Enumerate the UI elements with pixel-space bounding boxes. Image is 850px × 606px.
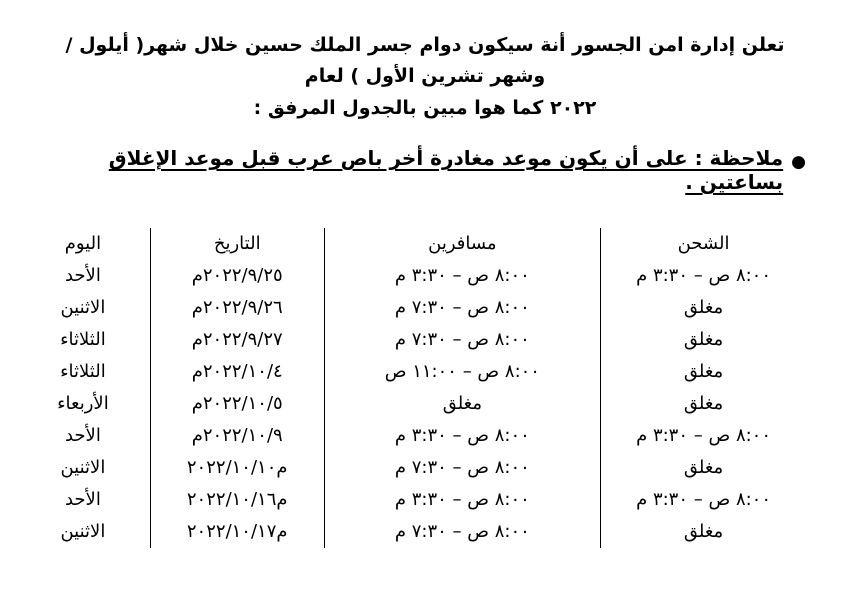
cell-date: ٢٠٢٢/٩/٢٥م xyxy=(150,260,324,292)
cell-day: الاثنين xyxy=(60,457,106,479)
table-row xyxy=(16,324,806,356)
cell-date: م٢٠٢٢/١٠/١٧ xyxy=(150,516,324,548)
intro-line-1: تعلن إدارة امن الجسور أنة سيكون دوام جسر الملك حسين خلال شهر( أيلول / وشهر تشرين الأول ) لعام xyxy=(65,34,785,88)
cell-date: ٢٠٢٢/١٠/٩م xyxy=(150,420,324,452)
cell-cargo: مغلق xyxy=(601,388,806,420)
cell-date: ٢٠٢٢/٩/٢٧م xyxy=(150,324,324,356)
cell-cargo: ٨:٠٠ ص – ٣:٣٠ م xyxy=(601,484,806,516)
table-header-row xyxy=(16,228,806,260)
table-row xyxy=(16,484,806,516)
cell-day: الأربعاء xyxy=(57,393,109,415)
table-row xyxy=(16,260,806,292)
cell-cargo: مغلق xyxy=(601,292,806,324)
cell-passengers: ٨:٠٠ ص – ١١:٠٠ ص xyxy=(324,356,601,388)
table-row xyxy=(16,420,806,452)
cell-passengers: ٨:٠٠ ص – ٧:٣٠ م xyxy=(324,516,601,548)
cell-date: م٢٠٢٢/١٠/١٠ xyxy=(150,452,324,484)
cell-passengers: ٨:٠٠ ص – ٧:٣٠ م xyxy=(324,452,601,484)
cell-day: الأحد xyxy=(64,265,101,287)
note-text: ملاحظة : على أن يكون موعد مغادرة أخر باص عرب قبل موعد الإغلاق بساعتين . xyxy=(108,146,784,195)
cell-day: الاثنين xyxy=(60,297,106,319)
cell-cargo: ٨:٠٠ ص – ٣:٣٠ م xyxy=(601,260,806,292)
table-row xyxy=(16,356,806,388)
column-header-date: التاريخ xyxy=(150,228,324,260)
cell-cargo: مغلق xyxy=(601,452,806,484)
cell-passengers: ٨:٠٠ ص – ٣:٣٠ م xyxy=(324,260,601,292)
cell-passengers: ٨:٠٠ ص – ٧:٣٠ م xyxy=(324,292,601,324)
table-row xyxy=(16,292,806,324)
cell-date: ٢٠٢٢/١٠/٥م xyxy=(150,388,324,420)
cell-day: الاثنين xyxy=(60,521,106,543)
table-row xyxy=(16,516,806,548)
cell-passengers: ٨:٠٠ ص – ٣:٣٠ م xyxy=(324,420,601,452)
cell-cargo: مغلق xyxy=(601,516,806,548)
bullet-icon: ● xyxy=(791,152,806,173)
cell-passengers: ٨:٠٠ ص – ٧:٣٠ م xyxy=(324,324,601,356)
column-header-cargo: الشحن xyxy=(601,228,806,260)
cell-date: ٢٠٢٢/١٠/٤م xyxy=(150,356,324,388)
table-row xyxy=(16,388,806,420)
cell-day: الأحد xyxy=(64,489,101,511)
intro-paragraph xyxy=(45,30,805,124)
cell-passengers: ٨:٠٠ ص – ٣:٣٠ م xyxy=(324,484,601,516)
schedule-table xyxy=(16,228,806,548)
note-block xyxy=(30,146,820,194)
cell-passengers: مغلق xyxy=(324,388,601,420)
cell-day: الثلاثاء xyxy=(60,361,106,383)
cell-cargo: مغلق xyxy=(601,324,806,356)
cell-day: الثلاثاء xyxy=(60,329,106,351)
cell-date: ٢٠٢٢/٩/٢٦م xyxy=(150,292,324,324)
schedule-table-wrapper xyxy=(16,228,806,548)
cell-date: م٢٠٢٢/١٠/١٦ xyxy=(150,484,324,516)
intro-line-2: ٢٠٢٢ كما هوا مبين بالجدول المرفق : xyxy=(253,96,597,119)
cell-cargo: ٨:٠٠ ص – ٣:٣٠ م xyxy=(601,420,806,452)
column-header-day: اليوم xyxy=(64,233,102,255)
cell-day: الأحد xyxy=(64,425,101,447)
table-row xyxy=(16,452,806,484)
cell-cargo: مغلق xyxy=(601,356,806,388)
column-header-passengers: مسافرين xyxy=(324,228,601,260)
